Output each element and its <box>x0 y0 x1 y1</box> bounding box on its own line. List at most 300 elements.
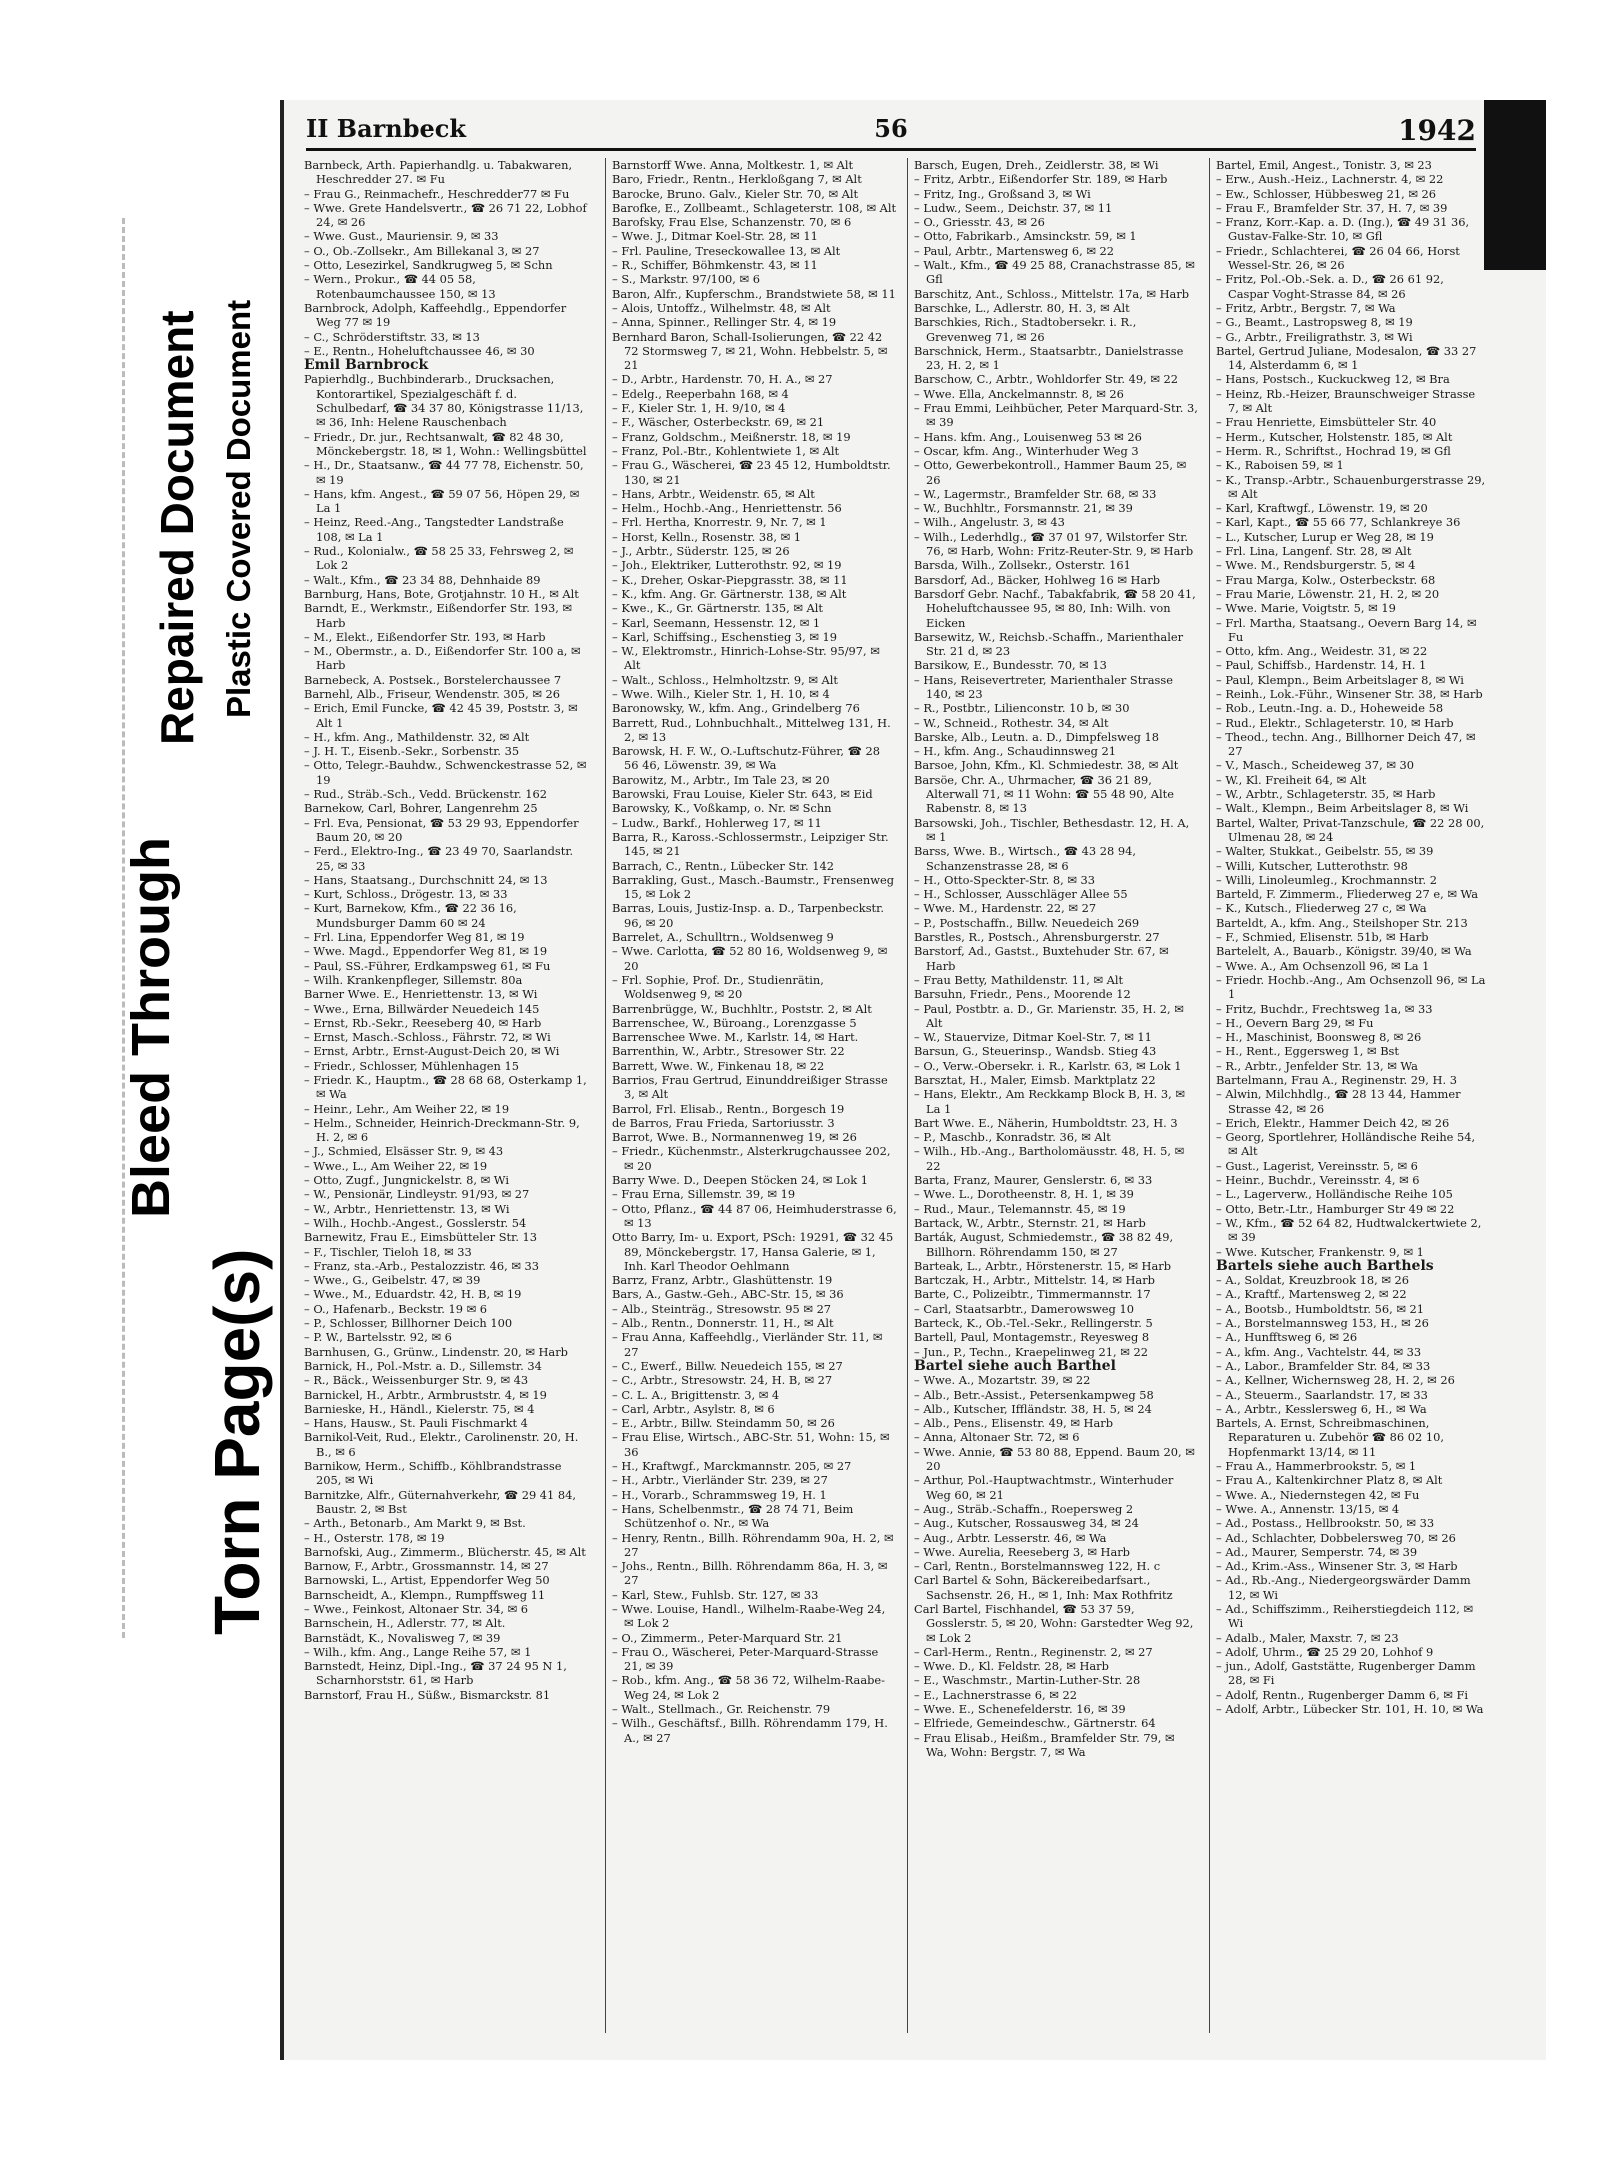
directory-entry: – H., Schlosser, Ausschläger Allee 55 <box>914 887 1128 902</box>
directory-entry: Barowski, Frau Louise, Kieler Str. 643, ✉ Eid <box>612 787 873 802</box>
directory-entry: Carl Bartel & Sohn, Bäckereibedarfsart., Sachsenstr. 26, H., ✉ 1, Inh: Max Rothfritz <box>914 1573 1173 1602</box>
directory-entry: – Erich, Elektr., Hammer Deich 42, ✉ 26 <box>1216 1115 1450 1130</box>
directory-entry: – W., Arbtr., Henriettenstr. 13, ✉ Wi <box>304 1201 510 1216</box>
directory-entry: Barsöe, Chr. A., Uhrmacher, ☎ 36 21 89, Alterwall 71, ✉ 11 Wohn: ☎ 55 48 90, Alte Rabenstr. 8, ✉ 13 <box>914 772 1174 816</box>
directory-entry: Barnieske, H., Händl., Kielerstr. 75, ✉ 4 <box>304 1401 535 1416</box>
directory-entry: Barrot, Wwe. B., Normannenweg 19, ✉ 26 <box>612 1130 857 1145</box>
repaired-document-label: Repaired Document <box>151 310 203 745</box>
directory-entry: – Ad., Schlachter, Dobbelersweg 70, ✉ 26 <box>1216 1530 1456 1545</box>
directory-entry: – Fritz, Buchdr., Frechtsweg 1a, ✉ 33 <box>1216 1001 1433 1016</box>
directory-entry: – Anna, Spinner., Rellinger Str. 4, ✉ 19 <box>612 315 837 330</box>
directory-entry: – Alb., Rentn., Donnerstr. 11, H., ✉ Alt <box>612 1316 834 1331</box>
directory-entry: Barnhusen, G., Grünw., Lindenstr. 20, ✉ Harb <box>304 1344 568 1359</box>
directory-entry: – Rob., Leutn.-Ing. a. D., Hoheweide 58 <box>1216 701 1444 716</box>
directory-entry: – A., Borstelmannsweg 153, H., ✉ 26 <box>1216 1316 1429 1331</box>
directory-entry: – F., Kieler Str. 1, H. 9/10, ✉ 4 <box>612 401 786 416</box>
directory-entry: – Frau F., Bramfelder Str. 37, H. 7, ✉ 39 <box>1216 200 1448 215</box>
directory-entry: Barrett, Rud., Lohnbuchhalt., Mittelweg 131, H. 2, ✉ 13 <box>612 715 891 744</box>
directory-entry: – R., Schiffer, Böhmkenstr. 43, ✉ 11 <box>612 258 818 273</box>
directory-entry: – M., Obermstr., a. D., Eißendorfer Str. 100 a, ✉ Harb <box>304 644 581 673</box>
directory-entry: – Hans, Staatsang., Durchschnitt 24, ✉ 13 <box>304 872 548 887</box>
directory-entry: Baronowsky, W., kfm. Ang., Grindelberg 76 <box>612 701 860 716</box>
directory-entry: – W., Schneid., Rothestr. 34, ✉ Alt <box>914 715 1109 730</box>
directory-entry: – A., Labor., Bramfelder Str. 84, ✉ 33 <box>1216 1358 1431 1373</box>
directory-entry: – Karl, Kapt., ☎ 55 66 77, Schlankreye 36 <box>1216 515 1461 530</box>
directory-entry: Barsuhn, Friedr., Pens., Moorende 12 <box>914 987 1131 1002</box>
directory-entry: – Frau Emmi, Leihbücher, Peter Marquard-Str. 3, ✉ 39 <box>914 401 1198 430</box>
directory-entry: – O., Zimmerm., Peter-Marquard Str. 21 <box>612 1630 843 1645</box>
page-bottom-margin <box>280 2060 1542 2177</box>
directory-entry: – Wwe., M., Eduardstr. 42, H. B, ✉ 19 <box>304 1287 522 1302</box>
directory-entry: – Wilh. Krankenpfleger, Sillemstr. 80a <box>304 972 523 987</box>
directory-entry: – Wwe. E., Schenefelderstr. 16, ✉ 39 <box>914 1702 1126 1717</box>
directory-entry: Papierhdlg., Buchbinderarb., Drucksachen, Kontorartikel, Spezialgeschäft f. d. Schulbedarf, ☎ 34 37 80, Königstrasse 11/13, ✉ 36, Inh: Helene Rauschenbach <box>304 372 584 430</box>
directory-entry: Bartel siehe auch Barthel <box>914 1357 1116 1374</box>
directory-entry: Bartels siehe auch Barthels <box>1216 1257 1434 1274</box>
directory-entry: Barras, Louis, Justiz-Insp. a. D., Tarpenbeckstr. 96, ✉ 20 <box>612 901 884 930</box>
directory-entry: – Elfriede, Gemeindeschw., Gärtnerstr. 64 <box>914 1716 1156 1731</box>
directory-entry: – Frl. Hertha, Knorrestr. 9, Nr. 7, ✉ 1 <box>612 515 827 530</box>
directory-entry: – Aug., Kutscher, Rossausweg 34, ✉ 24 <box>914 1516 1139 1531</box>
directory-entry: – Reinh., Lok.-Führ., Winsener Str. 38, ✉ Harb <box>1216 686 1483 701</box>
directory-entry: Barowsky, K., Voßkamp, o. Nr. ✉ Schn <box>612 801 832 816</box>
page-number: 56 <box>874 114 908 143</box>
directory-entry: Barsdorf, Ad., Bäcker, Hohlweg 16 ✉ Harb <box>914 572 1161 587</box>
directory-entry: – Wwe. Ella, Anckelmannstr. 8, ✉ 26 <box>914 386 1124 401</box>
directory-entry: – Karl, Seemann, Hessenstr. 12, ✉ 1 <box>612 615 821 630</box>
directory-entry: – Frau Marie, Löwenstr. 21, H. 2, ✉ 20 <box>1216 586 1440 601</box>
directory-entry: – Wilh., kfm. Ang., Lange Reihe 57, ✉ 1 <box>304 1644 532 1659</box>
directory-entry: Barnschein, H., Adlerstr. 77, ✉ Alt. <box>304 1616 506 1631</box>
directory-entry: – jun., Adolf, Gaststätte, Rugenberger Damm 28, ✉ Fi <box>1216 1659 1476 1688</box>
directory-entry: – Wwe. A., Am Ochsenzoll 96, ✉ La 1 <box>1216 958 1430 973</box>
directory-entry: – Wilh., Geschäftsf., Billh. Röhrendamm 179, H. A., ✉ 27 <box>612 1716 888 1745</box>
directory-entry: Barnstädt, K., Novalisweg 7, ✉ 39 <box>304 1630 501 1645</box>
directory-entry: – A., kfm. Ang., Vachtelstr. 44, ✉ 33 <box>1216 1344 1422 1359</box>
directory-entry: – M., Elekt., Eißendorfer Str. 193, ✉ Harb <box>304 629 546 644</box>
directory-entry: – Arth., Betonarb., Am Markt 9, ✉ Bst. <box>304 1516 526 1531</box>
directory-entry: – W., Lagermstr., Bramfelder Str. 68, ✉ 33 <box>914 486 1157 501</box>
directory-entry: – Walt., Klempn., Beim Arbeitslager 8, ✉ Wi <box>1216 801 1469 816</box>
directory-entry: – Rud., Sträb.-Sch., Vedd. Brückenstr. 162 <box>304 787 547 802</box>
directory-entry: – A., Steuerm., Saarlandstr. 17, ✉ 33 <box>1216 1387 1428 1402</box>
directory-entry: – G., Arbtr., Freiligrathstr. 3, ✉ Wi <box>1216 329 1413 344</box>
directory-entry: Barnitzke, Alfr., Güternahverkehr, ☎ 29 41 84, Baustr. 2, ✉ Bst <box>304 1487 577 1516</box>
directory-entry: – Walter, Stukkat., Geibelstr. 55, ✉ 39 <box>1216 844 1434 859</box>
directory-entry: – E., Arbtr., Billw. Steindamm 50, ✉ 26 <box>612 1416 835 1431</box>
directory-entry: Barske, Alb., Leutn. a. D., Dimpfelsweg 18 <box>914 729 1159 744</box>
directory-entry: – A., Hunfftsweg 6, ✉ 26 <box>1216 1330 1358 1345</box>
directory-entry: – Wwe. Marie, Voigtstr. 5, ✉ 19 <box>1216 601 1396 616</box>
directory-entry: – P., Maschb., Konradstr. 36, ✉ Alt <box>914 1130 1111 1145</box>
directory-entry: – Fritz, Ing., Großsand 3, ✉ Wi <box>914 186 1091 201</box>
directory-entry: Barschke, L., Adlerstr. 80, H. 3, ✉ Alt <box>914 300 1130 315</box>
directory-entry: – Ad., Krim.-Ass., Winsener Str. 3, ✉ Harb <box>1216 1559 1458 1574</box>
directory-entry: – Frau Anna, Kaffeehdlg., Vierländer Str. 11, ✉ 27 <box>612 1330 883 1359</box>
directory-entry: – Erich, Emil Funcke, ☎ 42 45 39, Poststr. 3, ✉ Alt 1 <box>304 701 578 730</box>
directory-entry: – Friedr., Schlosser, Mühlenhagen 15 <box>304 1058 519 1073</box>
directory-entry: – Oscar, kfm. Ang., Winterhuder Weg 3 <box>914 443 1139 458</box>
column-3 <box>907 158 1199 2033</box>
directory-entry: – H., Otto-Speckter-Str. 8, ✉ 33 <box>914 872 1096 887</box>
page-header <box>306 114 1476 151</box>
directory-entry: – H., kfm. Ang., Mathildenstr. 32, ✉ Alt <box>304 729 530 744</box>
directory-entry: – Helm., Schneider, Heinrich-Dreckmann-Str. 9, H. 2, ✉ 6 <box>304 1115 580 1145</box>
directory-entry: Barofsky, Frau Else, Schanzenstr. 70, ✉ 6 <box>612 215 852 230</box>
directory-entry: – Otto, Gewerbekontroll., Hammer Baum 25, ✉ 26 <box>914 458 1187 487</box>
directory-entry: – Frl. Sophie, Prof. Dr., Studienrätin, Woldsenweg 9, ✉ 20 <box>612 972 824 1002</box>
directory-entry: – Wwe. Wilh., Kieler Str. 1, H. 10, ✉ 4 <box>612 686 830 701</box>
directory-entry: Barnikol-Veit, Rud., Elektr., Carolinenstr. 20, H. B., ✉ 6 <box>304 1430 579 1459</box>
directory-entry: – Karl, Kraftwgf., Löwenstr. 19, ✉ 20 <box>1216 501 1428 516</box>
directory-entry: – C., Schröderstiftstr. 33, ✉ 13 <box>304 329 480 344</box>
directory-entry: Barrakling, Gust., Masch.-Baumstr., Frensenweg 15, ✉ Lok 2 <box>612 872 895 902</box>
directory-entry: Barsdorf Gebr. Nachf., Tabakfabrik, ☎ 58 20 41, Hoheluftchaussee 95, ✉ 80, Inh: Wilh. von Eicken <box>914 586 1196 630</box>
directory-entry: – W., Kl. Freiheit 64, ✉ Alt <box>1216 772 1367 787</box>
running-head: II Barnbeck <box>306 114 467 143</box>
directory-entry: – Friedr. K., Hauptm., ☎ 28 68 68, Osterkamp 1, ✉ Wa <box>304 1073 587 1102</box>
directory-entry: Barnehl, Alb., Friseur, Wendenstr. 305, ✉ 26 <box>304 686 560 701</box>
directory-entry: – Frau Elise, Wirtsch., ABC-Str. 51, Wohn: 15, ✉ 36 <box>612 1430 890 1459</box>
directory-entry: Barnow, F., Arbtr., Grossmannstr. 14, ✉ 27 <box>304 1559 549 1574</box>
directory-entry: – A., Arbtr., Kesslersweg 6, H., ✉ Wa <box>1216 1401 1427 1416</box>
directory-entry: – Paul, Klempn., Beim Arbeitslager 8, ✉ Wi <box>1216 672 1464 687</box>
directory-entry: Bartelmann, Frau A., Reginenstr. 29, H. 3 <box>1216 1073 1457 1087</box>
directory-entry: – Rob., kfm. Ang., ☎ 58 36 72, Wilhelm-Raabe-Weg 24, ✉ Lok 2 <box>612 1673 886 1702</box>
directory-entry: – Frau G., Reinmachefr., Heschredder77 ✉ Fu <box>304 186 570 201</box>
directory-entry: – Fritz, Arbtr., Bergstr. 7, ✉ Wa <box>1216 300 1396 315</box>
directory-entry: – W., Stauervize, Ditmar Koel-Str. 7, ✉ 11 <box>914 1030 1152 1045</box>
directory-entry: – Frau Erna, Sillemstr. 39, ✉ 19 <box>612 1187 796 1202</box>
directory-entry: – Kurt, Barnekow, Kfm., ☎ 22 36 16, Mundsburger Damm 60 ✉ 24 <box>304 901 517 930</box>
directory-entry: Barte, C., Polizeibtr., Timmermannstr. 17 <box>914 1287 1151 1302</box>
directory-entry: Barnikow, Herm., Schiffb., Köhlbrandstrasse 205, ✉ Wi <box>304 1459 562 1488</box>
directory-entry: – Heinz, Rb.-Heizer, Braunschweiger Strasse 7, ✉ Alt <box>1216 386 1476 416</box>
directory-entry: – A., Kellner, Wichernsweg 28, H. 2, ✉ 26 <box>1216 1373 1455 1388</box>
directory-entry: – C. L. A., Brigittenstr. 3, ✉ 4 <box>612 1387 780 1402</box>
directory-entry: Barschkies, Rich., Stadtobersekr. i. R., Grevenweg 71, ✉ 26 <box>914 315 1137 344</box>
directory-entry: – H., Vorarb., Schrammsweg 19, H. 1 <box>612 1487 827 1502</box>
directory-entry: – R., Postbtr., Lilienconstr. 10 b, ✉ 30 <box>914 701 1130 716</box>
directory-entry: – Karl, Stew., Fuhlsb. Str. 127, ✉ 33 <box>612 1587 819 1602</box>
directory-entry: – Fritz, Arbtr., Eißendorfer Str. 189, ✉ Harb <box>914 172 1168 187</box>
directory-entry: – Alb., Pens., Elisenstr. 49, ✉ Harb <box>914 1416 1114 1431</box>
directory-entry: Barteak, L., Arbtr., Hörstenerstr. 15, ✉ Harb <box>914 1258 1172 1273</box>
directory-entry: Barocke, Bruno. Galv., Kieler Str. 70, ✉ Alt <box>612 186 859 201</box>
directory-entry: – A., Soldat, Kreuzbrook 18, ✉ 26 <box>1216 1273 1410 1288</box>
directory-entry: – Henry, Rentn., Billh. Röhrendamm 90a, H. 2, ✉ 27 <box>612 1530 894 1559</box>
directory-entry: – Hans, Elektr., Am Reckkamp Block B, H. 3, ✉ La 1 <box>914 1087 1185 1116</box>
directory-entry: – Wilh., Hochb.-Angest., Gosslerstr. 54 <box>304 1215 527 1230</box>
directory-entry: – Otto, Lesezirkel, Sandkrugweg 5, ✉ Schn <box>304 258 553 273</box>
directory-entry: Barsda, Wilh., Zollsekr., Osterstr. 161 <box>914 558 1131 573</box>
directory-entry: – Rud., Elektr., Schlageterstr. 10, ✉ Harb <box>1216 715 1454 730</box>
directory-entry: Barowitz, M., Arbtr., Im Tale 23, ✉ 20 <box>612 772 830 787</box>
directory-entry: – Wwe. D., Kl. Feldstr. 28, ✉ Harb <box>914 1659 1109 1674</box>
directory-entry: Barnekow, Carl, Bohrer, Langenrehm 25 <box>304 801 538 816</box>
directory-entry: Barnburg, Hans, Bote, Grotjahnstr. 10 H., ✉ Alt <box>304 586 579 601</box>
directory-entry: – Ad., Postass., Hellbrookstr. 50, ✉ 33 <box>1216 1516 1435 1531</box>
directory-entry: Barra, R., Kaross.-Schlossermstr., Leipziger Str. 145, ✉ 21 <box>612 829 889 859</box>
directory-entry: Barstles, R., Postsch., Ahrensburgerstr. 27 <box>914 930 1160 945</box>
directory-entry: – Frl. Lina, Eppendorfer Weg 81, ✉ 19 <box>304 930 525 945</box>
directory-entry: – Wwe. A., Niedernstegen 42, ✉ Fu <box>1216 1487 1420 1502</box>
directory-entry: – Franz, sta.-Arb., Pestalozzistr. 46, ✉ 33 <box>304 1258 540 1273</box>
column-2 <box>605 158 897 2033</box>
directory-entry: – K., Raboisen 59, ✉ 1 <box>1216 458 1344 473</box>
directory-entry: – Helm., Hochb.-Ang., Henriettenstr. 56 <box>612 501 842 516</box>
directory-entry: – Wwe., Feinkost, Altonaer Str. 34, ✉ 6 <box>304 1601 529 1616</box>
directory-entry: Barrz, Franz, Arbtr., Glashüttenstr. 19 <box>612 1273 833 1288</box>
directory-entry: Barnebeck, A. Postsek., Borstelerchaussee 7 <box>304 672 562 687</box>
directory-entry: Barnscheidt, A., Klempn., Rumpffsweg 11 <box>304 1587 546 1602</box>
directory-entry: – Aug., Arbtr. Lesserstr. 46, ✉ Wa <box>914 1530 1107 1545</box>
directory-entry: Barrett, Wwe. W., Finkenau 18, ✉ 22 <box>612 1058 825 1073</box>
directory-entry: – F., Wäscher, Osterbeckstr. 69, ✉ 21 <box>612 415 825 430</box>
directory-entry: – Wwe. L., Dorotheenstr. 8, H. 1, ✉ 39 <box>914 1187 1134 1202</box>
directory-entry: – Adalb., Maler, Maxstr. 7, ✉ 23 <box>1216 1630 1399 1645</box>
directory-entry: – W., Pensionär, Lindleystr. 91/93, ✉ 27 <box>304 1187 530 1202</box>
torn-corner <box>1484 100 1546 270</box>
directory-entry: – Friedr., Schlachterei, ☎ 26 04 66, Horst Wessel-Str. 26, ✉ 26 <box>1216 243 1460 273</box>
directory-entry: Barsewitz, W., Reichsb.-Schaffn., Marienthaler Str. 21 d, ✉ 23 <box>914 629 1184 659</box>
directory-entry: – Wwe. Annie, ☎ 53 80 88, Eppend. Baum 20, ✉ 20 <box>914 1444 1195 1474</box>
directory-entry: – Alwin, Milchhdlg., ☎ 28 13 44, Hammer Strasse 42, ✉ 26 <box>1216 1087 1461 1116</box>
bleed-through-label: Bleed Through <box>121 837 181 1218</box>
directory-entry: – L., Kutscher, Lurup er Weg 28, ✉ 19 <box>1216 529 1434 544</box>
directory-entry: Bartels, A. Ernst, Schreibmaschinen, Reparaturen u. Zubehör ☎ 86 02 10, Hopfenmarkt 13/14, ✉ 11 <box>1216 1416 1444 1459</box>
directory-entry: – Wwe. M., Rendsburgerstr. 5, ✉ 4 <box>1216 558 1416 573</box>
directory-entry: – H., Rent., Eggersweg 1, ✉ Bst <box>1216 1044 1399 1059</box>
directory-entry: – H., Oevern Barg 29, ✉ Fu <box>1216 1015 1374 1030</box>
directory-entry: Barrenschee, W., Büroang., Lorenzgasse 5 <box>612 1015 857 1030</box>
directory-entry: – E., Waschmstr., Martin-Luther-Str. 28 <box>914 1673 1141 1688</box>
directory-entry: – H., Osterstr. 178, ✉ 19 <box>304 1530 445 1545</box>
directory-entry: – Frau Marga, Kolw., Osterbeckstr. 68 <box>1216 572 1436 587</box>
directory-entry: – Ludw., Seem., Deichstr. 37, ✉ 11 <box>914 200 1113 215</box>
directory-entry: Barnstorff Wwe. Anna, Moltkestr. 1, ✉ Alt <box>612 158 854 172</box>
directory-entry: – Alb., Kutscher, Iffländstr. 38, H. 5, ✉ 24 <box>914 1401 1152 1416</box>
directory-entry: Barsch, Eugen, Dreh., Zeidlerstr. 38, ✉ Wi <box>914 158 1159 172</box>
directory-entry: – Otto, Pflanz., ☎ 44 87 06, Heimhuderstrasse 6, ✉ 13 <box>612 1201 897 1230</box>
directory-entry: – Herm., Kutscher, Holstenstr. 185, ✉ Alt <box>1216 429 1453 444</box>
directory-entry: – Frl. Eva, Pensionat, ☎ 53 29 93, Eppendorfer Baum 20, ✉ 20 <box>304 815 579 844</box>
directory-entry: – Frau A., Hammerbrookstr. 5, ✉ 1 <box>1216 1459 1417 1474</box>
directory-entry: – Aug., Sträb.-Schaffn., Roepersweg 2 <box>914 1501 1134 1516</box>
directory-entry: – P., Postschaffn., Billw. Neuedeich 269 <box>914 915 1140 930</box>
directory-entry: Barrios, Frau Gertrud, Einunddreißiger Strasse 3, ✉ Alt <box>612 1073 888 1102</box>
directory-entry: – Frau Betty, Mathildenstr. 11, ✉ Alt <box>914 972 1124 987</box>
directory-entry: – Franz, Goldschm., Meißnerstr. 18, ✉ 19 <box>612 429 851 444</box>
directory-entry: – Ernst, Arbtr., Ernst-August-Deich 20, ✉ Wi <box>304 1044 560 1059</box>
directory-entry: – Walt., Kfm., ☎ 23 34 88, Dehnhaide 89 <box>304 572 541 587</box>
directory-entry: – Gust., Lagerist, Vereinsstr. 5, ✉ 6 <box>1216 1158 1418 1173</box>
directory-entry: Barner Wwe. E., Henriettenstr. 13, ✉ Wi <box>304 987 538 1002</box>
directory-entry: – Hans, Schelbenmstr., ☎ 28 74 71, Beim Schützenhof o. Nr., ✉ Wa <box>612 1501 854 1531</box>
directory-entry: – Friedr. Hochb.-Ang., Am Ochsenzoll 96, ✉ La 1 <box>1216 972 1486 1002</box>
directory-entry: Barnowski, L., Artist, Eppendorfer Weg 50 <box>304 1573 550 1588</box>
directory-entry: – Hans, Hausw., St. Pauli Fischmarkt 4 <box>304 1416 528 1431</box>
directory-entry: Barnbeck, Arth. Papierhandlg. u. Tabakwaren, Heschredder 27. ✉ Fu <box>304 158 573 187</box>
directory-entry: – Kurt, Schloss., Drögestr. 13, ✉ 33 <box>304 887 508 902</box>
directory-entry: – Ferd., Elektro-Ing., ☎ 23 49 70, Saarlandstr. 25, ✉ 33 <box>304 844 574 873</box>
directory-entry: – Herm. R., Schriftst., Hochrad 19, ✉ Gfl <box>1216 443 1451 458</box>
directory-entry: – O., Griesstr. 43, ✉ 26 <box>914 215 1045 230</box>
directory-entry: Barnick, H., Pol.-Mstr. a. D., Sillemstr. 34 <box>304 1358 542 1373</box>
directory-entry: Barry Wwe. D., Deepen Stöcken 24, ✉ Lok 1 <box>612 1173 869 1188</box>
directory-entry: Barnickel, H., Arbtr., Armbruststr. 4, ✉ 19 <box>304 1387 547 1402</box>
directory-entry: – Wwe. Carlotta, ☎ 52 80 16, Woldsenweg 9, ✉ 20 <box>612 944 888 973</box>
directory-entry: Barsikow, E., Bundesstr. 70, ✉ 13 <box>914 658 1107 673</box>
directory-entry: – W., Buchhltr., Forsmannstr. 21, ✉ 39 <box>914 501 1133 516</box>
directory-entry: – C., Ewerf., Billw. Neuedeich 155, ✉ 27 <box>612 1358 843 1373</box>
directory-entry: – Ernst, Masch.-Schloss., Fährstr. 72, ✉ Wi <box>304 1030 551 1045</box>
directory-entry: – Walt., Stellmach., Gr. Reichenstr. 79 <box>612 1702 831 1717</box>
directory-entry: – Otto, Telegr.-Bauhdw., Schwenckestrasse 52, ✉ 19 <box>304 758 587 787</box>
directory-entry: – Paul, Arbtr., Martensweg 6, ✉ 22 <box>914 243 1115 258</box>
directory-entry: – Erw., Aush.-Heiz., Lachnerstr. 4, ✉ 22 <box>1216 172 1444 187</box>
directory-entry: – Theod., techn. Ang., Billhorner Deich 47, ✉ 27 <box>1216 729 1476 759</box>
directory-entry: – Wilh., Lederhdlg., ☎ 37 01 97, Wilstorfer Str. 76, ✉ Harb, Wohn: Fritz-Reuter-Str. 9, ✉ Harb <box>914 529 1194 559</box>
directory-entry: Barnstedt, Heinz, Dipl.-Ing., ☎ 37 24 95 N 1, Scharnhorststr. 61, ✉ Harb <box>304 1659 567 1688</box>
directory-entry: Otto Barry, Im- u. Export, PSch: 19291, ☎ 32 45 89, Mönckebergstr. 17, Hansa Galerie, ✉ 1, Inh. Karl Theodor Oehlmann <box>612 1230 894 1273</box>
directory-entry: – Wwe. M., Hardenstr. 22, ✉ 27 <box>914 901 1097 916</box>
directory-entry: Barta, Franz, Maurer, Genslerstr. 6, ✉ 33 <box>914 1173 1153 1188</box>
directory-entry: – K., Dreher, Oskar-Piepgrasstr. 38, ✉ 11 <box>612 572 848 587</box>
directory-entry: – H., Dr., Staatsanw., ☎ 44 77 78, Eichenstr. 50, ✉ 19 <box>304 458 584 487</box>
directory-entry: Bart Wwe. E., Näherin, Humboldtstr. 23, H. 3 <box>914 1115 1178 1130</box>
directory-entry: – Friedr., Dr. jur., Rechtsanwalt, ☎ 82 48 30, Mönckebergstr. 18, ✉ 1, Wohn.: Wellingsbüttel <box>304 429 587 458</box>
directory-entry: – Otto, Fabrikarb., Amsinckstr. 59, ✉ 1 <box>914 229 1137 244</box>
directory-entry: – Arthur, Pol.-Hauptwachtmstr., Winterhuder Weg 60, ✉ 21 <box>914 1473 1174 1502</box>
directory-entry: – Georg, Sportlehrer, Holländische Reihe 54, ✉ Alt <box>1216 1130 1476 1159</box>
directory-entry: – Wern., Prokur., ☎ 44 05 58, Rotenbaumchaussee 150, ✉ 13 <box>304 272 496 301</box>
directory-entry: – Wwe. Kutscher, Frankenstr. 9, ✉ 1 <box>1216 1244 1424 1259</box>
plastic-covered-label: Plastic Covered Document <box>220 299 257 718</box>
directory-entry: Barschnick, Herm., Staatsarbtr., Danielstrasse 23, H. 2, ✉ 1 <box>914 343 1184 373</box>
directory-entry: – J., Schmied, Elsässer Str. 9, ✉ 43 <box>304 1144 504 1159</box>
directory-entry: – W., Kfm., ☎ 52 64 82, Hudtwalckertwiete 2, ✉ 39 <box>1216 1215 1482 1245</box>
directory-entry: – Frau O., Wäscherei, Peter-Marquard-Strasse 21, ✉ 39 <box>612 1644 879 1674</box>
directory-entry: – W., Arbtr., Schlageterstr. 35, ✉ Harb <box>1216 787 1436 802</box>
torn-pages-label: Torn Page(s) <box>201 1248 273 1635</box>
directory-entry: – Otto, Zugf., Jungnickelstr. 8, ✉ Wi <box>304 1173 509 1188</box>
directory-entry: – Ad., Maurer, Semperstr. 74, ✉ 39 <box>1216 1544 1418 1559</box>
directory-entry: – Joh., Elektriker, Lutterothstr. 92, ✉ 19 <box>612 558 842 573</box>
directory-entry: – Ad., Schiffszimm., Reiherstiegdeich 112, ✉ Wi <box>1216 1601 1474 1631</box>
directory-entry: Carl Bartel, Fischhandel, ☎ 53 37 59, Gosslerstr. 5, ✉ 20, Wohn: Garstedter Weg 92, ✉ Lok 2 <box>914 1601 1194 1645</box>
directory-entry: – Carl, Staatsarbtr., Damerowsweg 10 <box>914 1301 1134 1316</box>
directory-entry: Barrelet, A., Schulltrn., Woldsenweg 9 <box>612 930 834 945</box>
directory-entry: Barschitz, Ant., Schloss., Mittelstr. 17a, ✉ Harb <box>914 286 1190 301</box>
directory-entry: – Wwe. Louise, Handl., Wilhelm-Raabe-Weg 24, ✉ Lok 2 <box>612 1601 886 1631</box>
directory-entry: – Adolf, Arbtr., Lübecker Str. 101, H. 10, ✉ Wa <box>1216 1702 1484 1717</box>
directory-entry: – P., Schlosser, Billhorner Deich 100 <box>304 1316 513 1331</box>
directory-entry: Baro, Friedr., Rentn., Herkloßgang 7, ✉ Alt <box>612 172 862 187</box>
directory-entry: – F., Schmied, Elisenstr. 51b, ✉ Harb <box>1216 930 1429 945</box>
directory-entry: – Paul, Schiffsb., Hardenstr. 14, H. 1 <box>1216 658 1427 673</box>
directory-entry: – Wilh., Angelustr. 3, ✉ 43 <box>914 515 1065 530</box>
directory-entry: – Edelg., Reeperbahn 168, ✉ 4 <box>612 386 789 401</box>
directory-entry: – Paul, SS.-Führer, Erdkampsweg 61, ✉ Fu <box>304 958 551 973</box>
directory-entry: Barsoe, John, Kfm., Kl. Schmiedestr. 38, ✉ Alt <box>914 758 1179 773</box>
directory-entry: – Frl. Martha, Staatsang., Oevern Barg 14, ✉ Fu <box>1216 615 1477 644</box>
directory-entry: – H., Maschinist, Boonsweg 8, ✉ 26 <box>1216 1030 1422 1045</box>
directory-entry: Bartell, Paul, Montagemstr., Reyesweg 8 <box>914 1330 1150 1345</box>
directory-entry: – W., Elektromstr., Hinrich-Lohse-Str. 95/97, ✉ Alt <box>612 644 880 673</box>
directory-entry: – Wwe. Magd., Eppendorfer Weg 81, ✉ 19 <box>304 944 548 959</box>
directory-entry: Barteck, K., Ob.-Tel.-Sekr., Rellingerstr. 5 <box>914 1316 1153 1331</box>
column-1 <box>304 158 589 2033</box>
directory-entry: – Carl, Arbtr., Asylstr. 8, ✉ 6 <box>612 1401 775 1416</box>
directory-entry: – Walt., Schloss., Helmholtzstr. 9, ✉ Alt <box>612 672 838 687</box>
directory-entry: – Horst, Kelln., Rosenstr. 38, ✉ 1 <box>612 529 802 544</box>
directory-entry: Emil Barnbrock <box>304 357 429 374</box>
directory-entry: – Alois, Untoffz., Wilhelmstr. 48, ✉ Alt <box>612 300 831 315</box>
directory-entry: – Fritz, Pol.-Ob.-Sek. a. D., ☎ 26 61 92, Caspar Voght-Strasse 84, ✉ 26 <box>1216 272 1444 301</box>
directory-entry: Bartack, W., Arbtr., Sternstr. 21, ✉ Harb <box>914 1215 1146 1230</box>
directory-entry: – Franz, Korr.-Kap. a. D. (Ing.), ☎ 49 31 36, Gustav-Falke-Str. 10, ✉ Gfl <box>1216 215 1470 244</box>
column-4 <box>1209 158 1486 2033</box>
directory-entry: – Frl. Lina, Langenf. Str. 28, ✉ Alt <box>1216 544 1412 559</box>
directory-entry: – H., kfm. Ang., Schaudinnsweg 21 <box>914 744 1116 759</box>
directory-entry: – Otto, kfm. Ang., Weidestr. 31, ✉ 22 <box>1216 644 1428 659</box>
directory-entry: – C., Arbtr., Stresowstr. 24, H. B, ✉ 27 <box>612 1373 833 1388</box>
directory-page <box>280 100 1546 2060</box>
directory-entry: Barrach, C., Rentn., Lübecker Str. 142 <box>612 858 834 873</box>
directory-entry: – Alb., Steinträg., Stresowstr. 95 ✉ 27 <box>612 1301 832 1316</box>
directory-entry: – Hans, kfm. Angest., ☎ 59 07 56, Höpen 29, ✉ La 1 <box>304 486 580 516</box>
directory-entry: Barrenschee Wwe. M., Karlstr. 14, ✉ Hart. <box>612 1030 859 1045</box>
directory-entry: – Wwe. A., Mozartstr. 39, ✉ 22 <box>914 1373 1091 1388</box>
directory-entry: Barták, August, Schmiedemstr., ☎ 38 82 49, Billhorn. Röhrendamm 150, ✉ 27 <box>914 1230 1174 1259</box>
directory-entry: Baron, Alfr., Kupferschm., Brandstwiete 58, ✉ 11 <box>612 286 896 301</box>
directory-entry: Barnbrock, Adolph, Kaffeehdlg., Eppendorfer Weg 77 ✉ 19 <box>304 300 567 330</box>
directory-entry: Barschow, C., Arbtr., Wohldorfer Str. 49, ✉ 22 <box>914 372 1179 387</box>
directory-entry: – Ernst, Rb.-Sekr., Reeseberg 40, ✉ Harb <box>304 1015 542 1030</box>
directory-entry: – Willi, Kutscher, Lutterothstr. 98 <box>1216 858 1408 873</box>
directory-entry: – P. W., Bartelsstr. 92, ✉ 6 <box>304 1330 452 1345</box>
directory-entry: Bars, A., Gastw.-Geh., ABC-Str. 15, ✉ 36 <box>612 1287 844 1302</box>
directory-entry: – E., Lachnerstrasse 6, ✉ 22 <box>914 1687 1077 1702</box>
directory-entry: – Wwe. Gust., Mauriensir. 9, ✉ 33 <box>304 229 499 244</box>
directory-entry: – J. H. T., Eisenb.-Sekr., Sorbenstr. 35 <box>304 744 520 759</box>
directory-entry: – Wwe. J., Ditmar Koel-Str. 28, ✉ 11 <box>612 229 818 244</box>
directory-entry: Barss, Wwe. B., Wirtsch., ☎ 43 28 94, Schanzenstrasse 28, ✉ 6 <box>914 844 1136 873</box>
directory-entry: – Paul, Postbtr. a. D., Gr. Marienstr. 35, H. 2, ✉ Alt <box>914 1001 1184 1030</box>
directory-entry: Barrenbrügge, W., Buchhltr., Poststr. 2, ✉ Alt <box>612 1001 872 1016</box>
directory-entry: – G., Beamt., Lastropsweg 8, ✉ 19 <box>1216 315 1413 330</box>
directory-entry: Bartel, Emil, Angest., Tonistr. 3, ✉ 23 <box>1216 158 1432 172</box>
directory-entry: – O., Verw.-Obersekr. i. R., Karlstr. 63, ✉ Lok 1 <box>914 1058 1182 1073</box>
directory-entry: Barteldt, A., kfm. Ang., Steilshoper Str. 213 <box>1216 915 1468 930</box>
directory-entry: – O., Ob.-Zollsekr., Am Billekanal 3, ✉ 27 <box>304 243 540 258</box>
directory-entry: – Hans, Reisevertreter, Marienthaler Strasse 140, ✉ 23 <box>914 672 1173 701</box>
directory-entry: – Willi, Linoleumleg., Krochmannstr. 2 <box>1216 872 1437 887</box>
directory-entry: – J., Arbtr., Süderstr. 125, ✉ 26 <box>612 544 790 559</box>
directory-entry: – K., kfm. Ang. Gr. Gärtnerstr. 138, ✉ Alt <box>612 586 847 601</box>
directory-entry: – Ludw., Barkf., Hohlerweg 17, ✉ 11 <box>612 815 822 830</box>
directory-entry: – Wwe. Aurelia, Reeseberg 3, ✉ Harb <box>914 1544 1130 1559</box>
directory-entry: Barrol, Frl. Elisab., Rentn., Borgesch 19 <box>612 1101 845 1116</box>
directory-entry: – H., Kraftwgf., Marckmannstr. 205, ✉ 27 <box>612 1459 852 1474</box>
directory-entry: – Otto, Betr.-Ltr., Hamburger Str 49 ✉ 22 <box>1216 1201 1455 1216</box>
directory-entry: – Heinz, Reed.-Ang., Tangstedter Landstraße 108, ✉ La 1 <box>304 515 564 544</box>
directory-entry: – Wilh., Hb.-Ang., Bartholomäusstr. 48, H. 5, ✉ 22 <box>914 1144 1185 1173</box>
directory-entry: – L., Lagerverw., Holländische Reihe 105 <box>1216 1187 1453 1202</box>
directory-entry: – Adolf, Uhrm., ☎ 25 29 20, Lohhof 9 <box>1216 1644 1434 1659</box>
directory-entry: – Frau A., Kaltenkirchner Platz 8, ✉ Alt <box>1216 1473 1443 1488</box>
